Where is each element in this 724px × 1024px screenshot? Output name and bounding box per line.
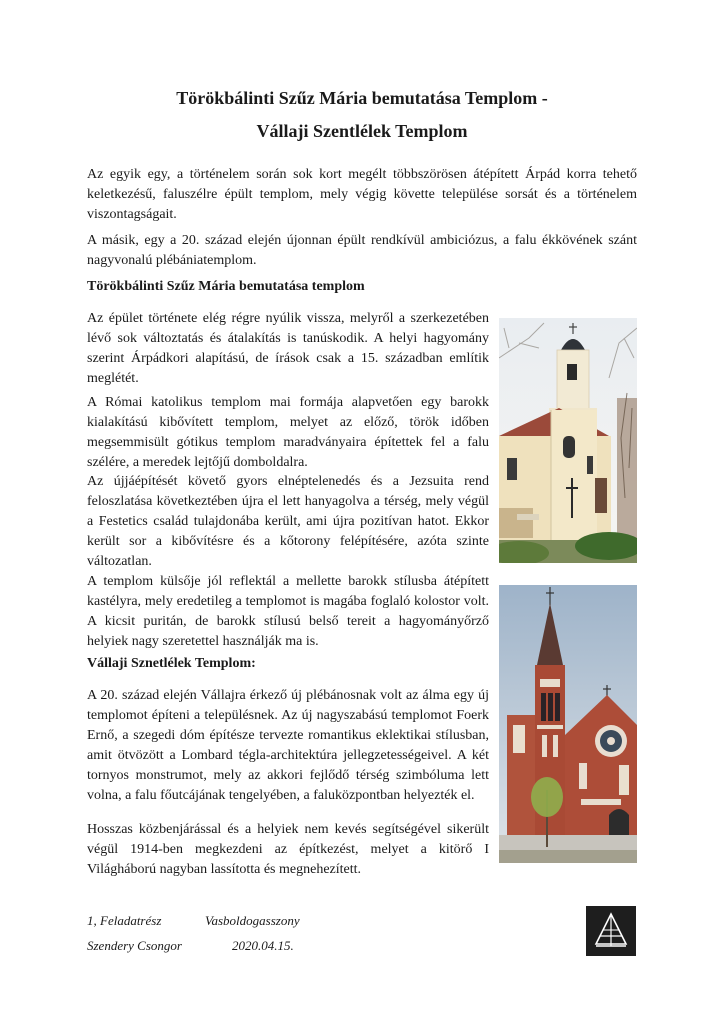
footer-task: 1, Feladatrész bbox=[87, 913, 162, 928]
section1-paragraph-1: Az épület története elég régre nyúlik vissza, melyről a szerkezetében lévő sok változtatás és átalakítás is tanúskodik. A helyi hagyomány szerint Árpádkori alapítású, de írások csak a 15. században említik meglétét. bbox=[87, 311, 489, 386]
footer-date: 2020.04.15. bbox=[232, 938, 294, 953]
school-logo bbox=[586, 906, 636, 956]
section2-paragraph-1: A 20. század elején Vállajra érkező új plébánosnak volt az álma egy új templomot építeni a településnek. Az új nagyszabású templomot Foerk Ernő, a szegedi dóm építésze tervezte romantikus eklektikai stílusban, amit ötvözött a Lombard tégla-architektúra jellegzetességeivel. A két tornyos monstrumot, mely az akkori fejlődő térség szimbóluma lett volna, a falu főutcájának tengelyében, a faluközpontban helyezték el. bbox=[87, 688, 489, 803]
document-title-line-2: Vállaji Szentlélek Templom bbox=[256, 121, 468, 141]
intro-paragraph-2: A másik, egy a 20. század elején újonnan épült rendkívül ambiciózus, a falu ékkövének szánt nagyvonalú plébániatemplom. bbox=[87, 233, 637, 268]
footer-author: Szendery Csongor bbox=[87, 938, 182, 953]
document-title-line-1: Törökbálinti Szűz Mária bemutatása Templom - bbox=[176, 88, 548, 108]
section1-paragraph-4: A templom külsője jól reflektál a mellette barokk stílusba átépített kastélyra, mely eredetileg a templomot is magába foglaló kolostor volt. A kicsit puritán, de barokk stílusú belső tereit a hagyományőrző helyiek nagy szeretettel használják ma is. bbox=[87, 574, 489, 649]
vallaj-church-photo bbox=[499, 585, 637, 863]
section-heading-vallaj: Vállaji Sznetlélek Templom: bbox=[87, 656, 256, 671]
torokbalint-church-photo bbox=[499, 318, 637, 563]
section1-paragraph-3: Az újjáépítését követő gyors elnéptelenedés és a Jezsuita rend feloszlatása következtében újra el lett hanyagolva a térség, mely végül a Festetics család tulajdonába került, ami újra pozitívan hatot. Ekkor került sor a kibővítésre és a kőtorony felépítésére, azóta szinte változatlan. bbox=[87, 474, 489, 569]
section2-paragraph-2: Hosszas közbenjárással és a helyiek nem kevés segítségével sikerült végül 1914-ben megkezdeni az építkezést, melyet a kitörő I Világháború nagyban lassította és megnehezített. bbox=[87, 822, 489, 877]
section1-paragraph-2: A Római katolikus templom mai formája alapvetően egy barokk kialakítású kibővített templom, melyet az előző, török időben megsemmisült gótikus templom maradványaira építettek fel a falu szélére, a meredek lejtőjű domboldalra. bbox=[87, 395, 489, 470]
intro-paragraph-1: Az egyik egy, a történelem során sok kort megélt többszörösen átépített Árpád korra tehető keletkezésű, faluszélre épült templom, mely végig követte települése sorsát és a történelem viszontagságait. bbox=[87, 167, 637, 222]
footer-occasion: Vasboldogasszony bbox=[205, 913, 300, 928]
section-heading-torokbalint: Törökbálinti Szűz Mária bemutatása templom bbox=[87, 279, 365, 294]
